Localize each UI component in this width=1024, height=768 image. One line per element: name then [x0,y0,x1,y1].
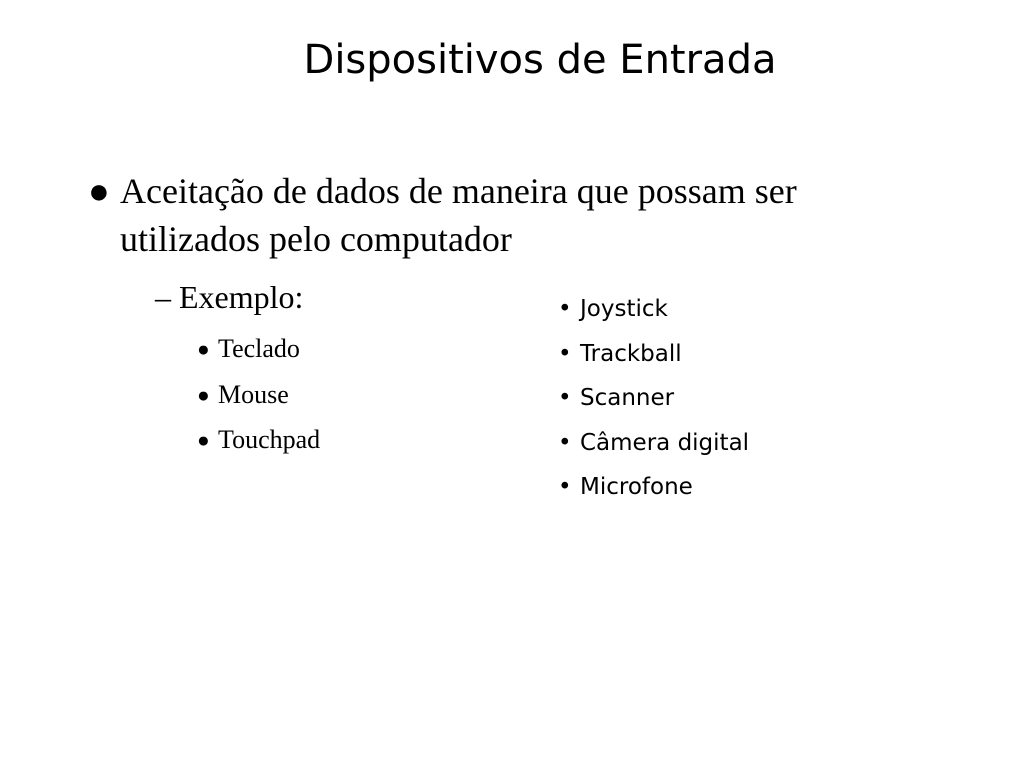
list-item [558,337,749,382]
list-item [558,470,749,515]
bullet-dot-icon: • [558,296,572,322]
list-item-label: Mouse [218,379,289,409]
bullet-dot-icon: • [558,340,572,367]
list-item-label: Trackball [580,340,682,367]
main-bullet [88,167,918,263]
filled-circle-bullet-icon: ● [88,171,110,211]
list-item [558,292,749,337]
example-subheading: – Exemplo: [155,279,304,315]
example-list-right [558,292,749,515]
example-list-left [197,332,320,469]
list-item [197,423,320,469]
main-bullet-text: Aceitação de dados de maneira que possam ser utilizados pelo computador [120,171,797,259]
slide-title: Dispositivos de Entrada [303,37,777,83]
bullet-dot-icon: • [558,429,572,456]
filled-circle-bullet-icon: ● [197,382,210,407]
filled-circle-bullet-icon: ● [197,337,210,361]
filled-circle-bullet-icon: ● [197,428,210,452]
list-item-label: Joystick [580,296,668,322]
list-item [558,381,749,426]
list-item [558,426,749,471]
list-item-label: Teclado [218,334,300,363]
bullet-dot-icon: • [558,385,572,411]
list-item [197,378,320,424]
list-item-label: Scanner [580,385,675,411]
list-item [197,332,320,378]
bullet-dot-icon: • [558,474,572,500]
list-item-label: Câmera digital [580,429,750,456]
list-item-label: Touchpad [218,425,321,454]
list-item-label: Microfone [580,474,693,500]
